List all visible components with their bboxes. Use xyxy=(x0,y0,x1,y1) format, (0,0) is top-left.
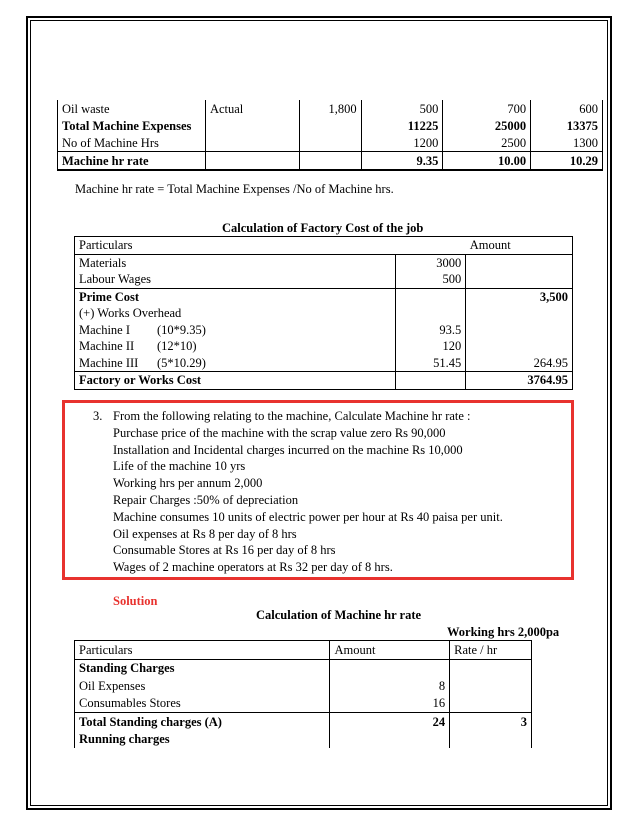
row-mid-amount: 93.5 xyxy=(396,322,466,339)
question-line: Purchase price of the machine with the scrap value zero Rs 90,000 xyxy=(113,425,446,440)
question-line: Oil expenses at Rs 8 per day of 8 hrs xyxy=(113,526,297,541)
row-amount: 8 xyxy=(330,677,450,695)
row-label-text: Machine II xyxy=(79,339,135,354)
row-total xyxy=(299,152,361,171)
total-label: Factory or Works Cost xyxy=(75,372,396,390)
row-label-text: Machine III xyxy=(79,355,139,370)
header-amount: Amount xyxy=(330,641,450,660)
row-machine-2: 25000 xyxy=(443,117,531,134)
row-label xyxy=(75,355,396,372)
row-formula: (5*10.29) xyxy=(157,355,206,370)
row-amount xyxy=(466,322,573,339)
header-rate: Rate / hr xyxy=(450,641,532,660)
question-number: 3. xyxy=(93,409,103,423)
row-machine-1: 1200 xyxy=(361,134,443,152)
row-label-text: Materials xyxy=(79,255,127,270)
table-row xyxy=(75,355,573,372)
question-line: Repair Charges :50% of depreciation xyxy=(113,492,299,507)
row-total: 1,800 xyxy=(299,100,361,117)
table-row xyxy=(58,134,603,152)
table-header-row xyxy=(75,237,573,255)
row-label xyxy=(75,254,396,271)
working-hrs-label: Working hrs 2,000pa xyxy=(447,625,560,639)
table-row xyxy=(75,338,573,355)
row-label: Oil Expenses xyxy=(75,677,330,695)
row-amount xyxy=(466,305,573,322)
row-label xyxy=(75,305,396,322)
row-machine-2: 2500 xyxy=(443,134,531,152)
row-total xyxy=(299,134,361,152)
table-row xyxy=(58,117,603,134)
row-amount xyxy=(466,338,573,355)
row-formula: (12*10) xyxy=(157,339,197,354)
row-machine-1: 500 xyxy=(361,100,443,117)
total-amount: 3764.95 xyxy=(466,372,573,390)
table-row xyxy=(75,271,573,288)
empty-cell xyxy=(330,731,450,749)
machine-expenses-table xyxy=(57,100,603,171)
table-row xyxy=(75,659,532,677)
factory-cost-title: Calculation of Factory Cost of the job xyxy=(222,221,424,235)
row-mid-amount: 120 xyxy=(396,338,466,355)
row-machine-3: 600 xyxy=(531,100,603,117)
row-amount: 16 xyxy=(330,695,450,713)
row-amount xyxy=(466,271,573,288)
row-mid-amount: 51.45 xyxy=(396,355,466,372)
row-label: Machine hr rate xyxy=(58,152,206,171)
row-label xyxy=(75,288,396,305)
question-line: Installation and Incidental charges incurred on the machine Rs 10,000 xyxy=(113,442,463,457)
table-row xyxy=(75,254,573,271)
row-rate xyxy=(450,677,532,695)
row-label-text: Prime Cost xyxy=(79,289,140,304)
row-amount: 3,500 xyxy=(466,288,573,305)
machine-rate-table xyxy=(74,640,532,748)
row-label: Consumables Stores xyxy=(75,695,330,713)
table-total-row xyxy=(75,372,573,390)
row-label xyxy=(75,271,396,288)
table-row xyxy=(58,100,603,117)
machine-rate-title: Calculation of Machine hr rate xyxy=(256,608,422,622)
question-line: Life of the machine 10 yrs xyxy=(113,459,246,474)
header-amount: Amount xyxy=(466,237,573,255)
row-machine-3: 10.29 xyxy=(531,152,603,171)
row-amount: 264.95 xyxy=(466,355,573,372)
table-row xyxy=(58,152,603,171)
table-row xyxy=(75,713,532,731)
row-basis xyxy=(205,117,299,134)
question-line: Consumable Stores at Rs 16 per day of 8 hrs xyxy=(113,543,336,558)
row-label: No of Machine Hrs xyxy=(58,134,206,152)
row-label xyxy=(75,338,396,355)
standing-heading: Standing Charges xyxy=(75,659,330,677)
empty-cell xyxy=(330,659,450,677)
table-header-row xyxy=(75,641,532,660)
table-row xyxy=(75,695,532,713)
header-spacer xyxy=(396,237,466,255)
row-formula: (10*9.35) xyxy=(157,322,206,337)
row-basis xyxy=(205,134,299,152)
row-label-text: Labour Wages xyxy=(79,272,152,287)
question-line: From the following relating to the machine, Calculate Machine hr rate : xyxy=(113,409,471,423)
row-machine-1: 11225 xyxy=(361,117,443,134)
question-line: Wages of 2 machine operators at Rs 32 per day of 8 hrs. xyxy=(113,560,393,575)
row-machine-3: 1300 xyxy=(531,134,603,152)
header-particulars: Particulars xyxy=(75,641,330,660)
row-label: Total Machine Expenses xyxy=(58,117,206,134)
table-row xyxy=(75,288,573,305)
row-mid-amount: 3000 xyxy=(396,254,466,271)
empty-cell xyxy=(450,731,532,749)
header-particulars: Particulars xyxy=(75,237,396,255)
table-row xyxy=(75,731,532,749)
row-label: Oil waste xyxy=(58,100,206,117)
row-mid-amount xyxy=(396,305,466,322)
row-label-text: (+) Works Overhead xyxy=(79,306,182,321)
row-rate xyxy=(450,695,532,713)
row-machine-2: 10.00 xyxy=(443,152,531,171)
row-label xyxy=(75,322,396,339)
row-basis: Actual xyxy=(205,100,299,117)
formula-note: Machine hr rate = Total Machine Expenses /No of Machine hrs. xyxy=(75,182,394,196)
row-mid-amount: 500 xyxy=(396,271,466,288)
factory-cost-table xyxy=(74,236,573,390)
standing-total-amount: 24 xyxy=(330,713,450,731)
question-line: Machine consumes 10 units of electric power per hour at Rs 40 paisa per unit. xyxy=(113,509,503,524)
row-machine-3: 13375 xyxy=(531,117,603,134)
row-machine-1: 9.35 xyxy=(361,152,443,171)
standing-total-rate: 3 xyxy=(450,713,532,731)
standing-total-label: Total Standing charges (A) xyxy=(75,713,330,731)
row-machine-2: 700 xyxy=(443,100,531,117)
table-row xyxy=(75,677,532,695)
table-row xyxy=(75,305,573,322)
row-total xyxy=(299,117,361,134)
row-mid-amount xyxy=(396,288,466,305)
row-basis xyxy=(205,152,299,171)
row-label-text: Machine I xyxy=(79,322,131,337)
row-amount xyxy=(466,254,573,271)
running-heading: Running charges xyxy=(75,731,330,749)
question-lines xyxy=(113,408,573,576)
empty-cell xyxy=(450,659,532,677)
solution-label: Solution xyxy=(113,594,158,608)
table-row xyxy=(75,322,573,339)
question-line: Working hrs per annum 2,000 xyxy=(113,476,263,491)
total-mid xyxy=(396,372,466,390)
